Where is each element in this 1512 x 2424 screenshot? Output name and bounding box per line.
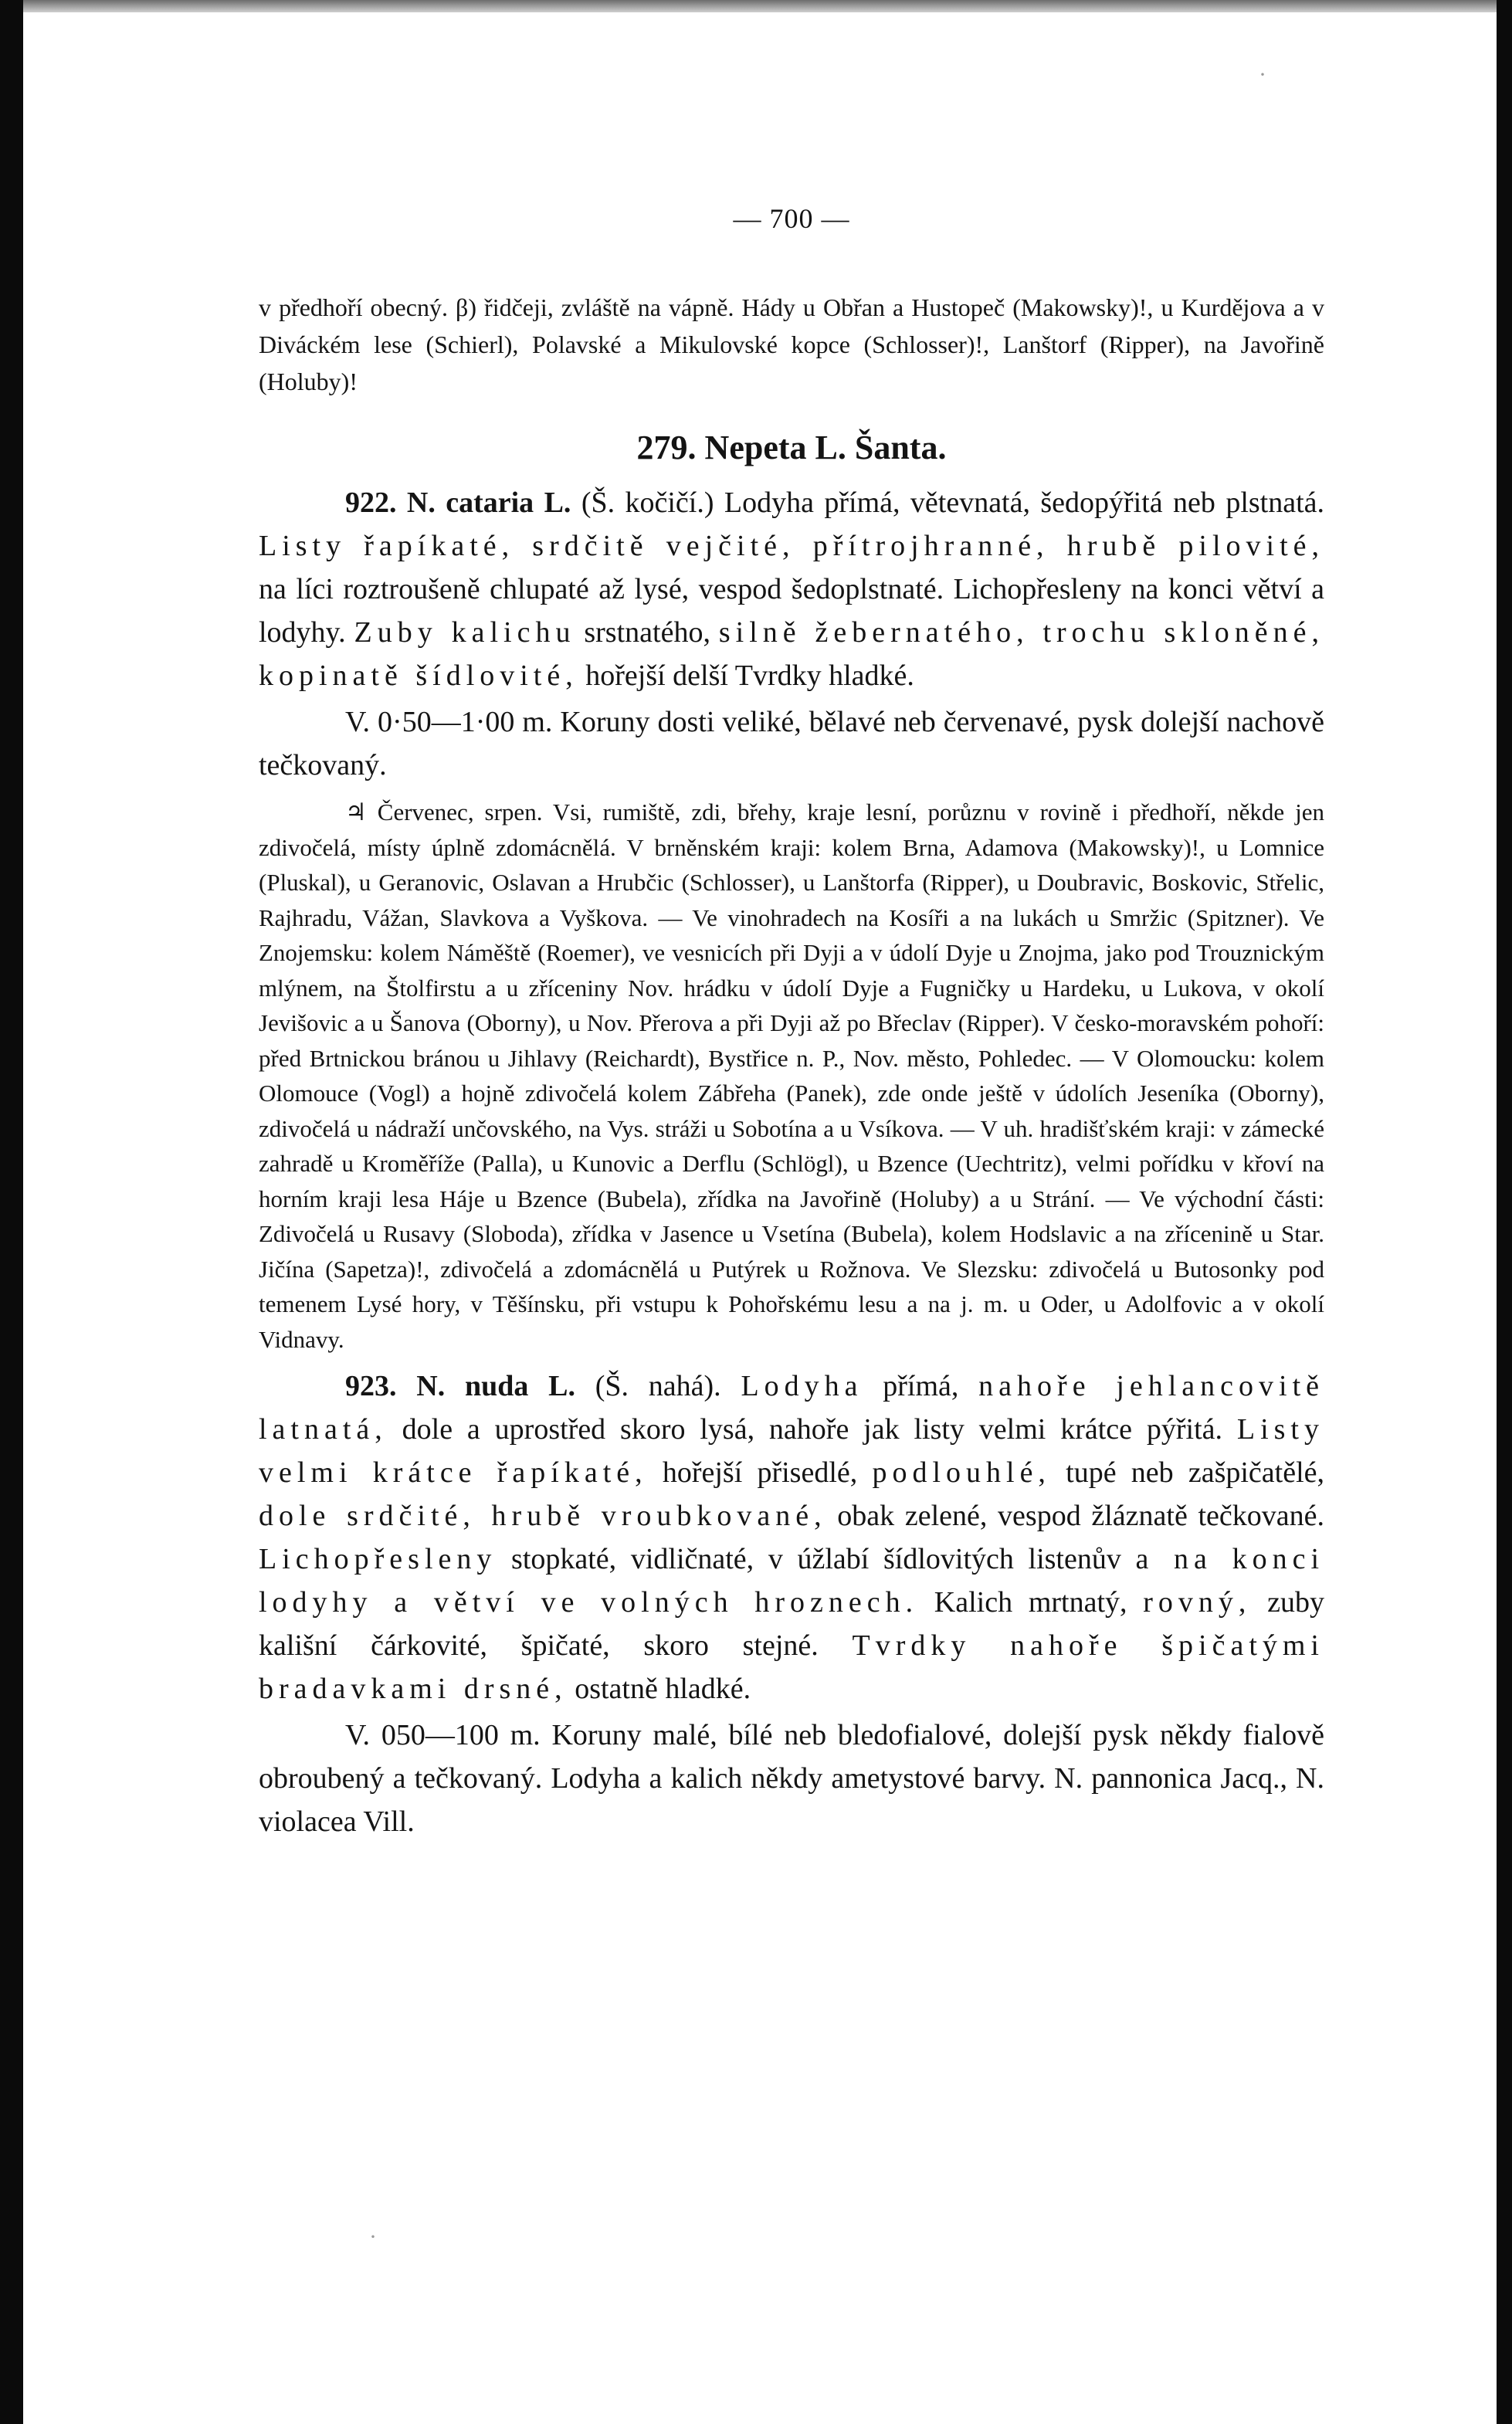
text-run: obak zelené, vespod žláznatě tečkované. [826, 1500, 1325, 1532]
text-run: Lodyha přímá, větevnatá, šedopýřitá neb plstnatá. [714, 486, 1325, 519]
species-923-common-name: (Š. nahá). [595, 1370, 721, 1402]
scan-edge-right [1497, 0, 1512, 2424]
text-run: zuby kališní čárkovité, špičaté, skoro stejné. [259, 1586, 1324, 1662]
spaced-text: silně žebernatého, trochu skloněné, kopinatě šídlovité, [259, 616, 1325, 692]
spaced-text: rovný, [1143, 1586, 1252, 1619]
spaced-text: a na konci lodyhy a větví ve volných hroznech. [259, 1543, 1325, 1619]
text-run: dole a uprostřed skoro lysá, nahoře jak listy velmi krátce pýřitá. [387, 1413, 1237, 1446]
spaced-text: Listy řapíkaté, srdčitě vejčité, přítrojhranné, hrubě pilovité, [259, 530, 1324, 562]
species-922-measure: V. 0·50—1·00 m. Koruny dosti veliké, bělavé neb červenavé, pysk dolejší nachově tečkovaný. [259, 706, 1324, 781]
species-923-description [259, 1365, 1324, 1710]
species-922-distribution: ♃ Červenec, srpen. Vsi, rumiště, zdi, břehy, kraje lesní, porůznu v rovině i předhoří, někde jen zdivočelá, místy úplně zdomácnělá. V brněnském kraji: kolem Brna, Adamova (Makowsky)!, u Lomnice (Pluskal), u Geranovic, Oslavan a Hrubčic (Schlosser), u Lanštorfa (Ripper), u Doubravic, Boskovic, Střelic, Rajhradu, Vážan, Slavkova a Vyškova. — Ve vinohradech na Kosíři a na lukách u Smržic (Spitzner). Ve Znojemsku: kolem Náměště (Roemer), ve vesnicích při Dyji a v údolí Dyje u Znojma, jako pod Trouznickým mlýnem, na Štolfirstu a u zříceniny Nov. hrádku v údolí Dyje a Fugničky u Hardeku, u Lukova, v okolí Jevišovic a u Šanova (Oborny), u Nov. Přerova a při Dyji až po Břeclav (Ripper). V česko-moravském pohoří: před Brtnickou bránou u Jihlavy (Reichardt), Bystřice n. P., Nov. město, Pohledec. — V Olomoucku: kolem Olomouce (Vogl) a hojně zdivočelá kolem Zábřeha (Panek), zde onde ještě v údolích Jeseníka (Oborny), zdivočelá u nádraží unčovského, na Vys. stráži u Sobotína a u Vsíkova. — V uh. hradišťském kraji: v zámecké zahradě u Kroměříže (Palla), u Kunovic a Derflu (Schlögl), u Bzence (Uechtritz), velmi pořídku v křoví na horním kraji lesa Háje u Bzence (Bubela), zřídka na Javořině (Holuby) a u Strání. — Ve východní části: Zdivočelá u Rusavy (Sloboda), zřídka v Jasence u Vsetína (Bubela), kolem Hodslavic a na zřícenině u Star. Jičína (Sapetza)!, zdivočelá a zdomácnělá u Putýrek u Rožnova. Ve Slezsku: zdivočelá u Butosonky pod temenem Lysé hory, v Těšínsku, při vstupu k Pohořskému lesu a na j. m. u Oder, u Adolfovic a v okolí Vidnavy. [259, 798, 1324, 1353]
spaced-text: nahoře jehlancovitě latnatá, [259, 1370, 1325, 1446]
scan-speck: · [369, 2224, 377, 2249]
scan-speck: · [1259, 62, 1266, 87]
spaced-text: Zuby kalichu [354, 616, 576, 649]
text-run: tupé neb zašpičatělé, [1050, 1456, 1324, 1489]
text-run: hořejší delší Tvrdky hladké. [578, 659, 914, 692]
page-number: — 700 — [733, 203, 850, 234]
species-922-common-name: (Š. kočičí.) [581, 486, 714, 519]
species-923-number: 923. N. nuda L. [345, 1370, 575, 1402]
text-run: přímá, [863, 1370, 979, 1402]
spaced-text: Lodyha [741, 1370, 863, 1402]
text-run: ostatně hladké. [567, 1673, 751, 1705]
page [259, 202, 1324, 1843]
spaced-text: dole srdčité, hrubě vroubkované, [259, 1500, 827, 1532]
intro-paragraph: v předhoří obecný. β) řidčeji, zvláště na vápně. Hády u Obřan a Hustopeč (Makowsky)!, u Kurdějova a v Diváckém lese (Schierl), Polavské a Mikulovské kopce (Schlosser)!, Lanštorf (Ripper), na Javořině (Holuby)! [259, 293, 1324, 395]
spaced-text: Lichopřesleny [259, 1543, 497, 1575]
text-run: Kalich mrtnatý, [918, 1586, 1144, 1619]
species-923-measure: V. 050—100 m. Koruny malé, bílé neb bledofialové, dolejší pysk někdy fialově obroubený a tečkovaný. Lodyha a kalich někdy ametystové barvy. N. pannonica Jacq., N. violacea Vill. [259, 1719, 1324, 1838]
spaced-text: Tvrdky nahoře špičatými bradavkami drsné, [259, 1629, 1324, 1705]
text-run: hořejší přisedlé, [647, 1456, 873, 1489]
spaced-text: podlouhlé, [872, 1456, 1051, 1489]
text-run: stopkaté, vidličnaté, v úžlabí šídlovitých listenův [497, 1543, 1136, 1575]
text-run: srstnatého, [575, 616, 719, 649]
scan-edge-top [23, 0, 1497, 12]
species-922-number: 922. N. cataria L. [345, 486, 571, 519]
text-run: na líci roztroušeně chlupaté až lysé, vespod šedoplstnaté. Lichopřesleny na konci větví a lodyhy. [259, 573, 1324, 649]
genus-heading: 279. Nepeta L. Šanta. [636, 429, 947, 466]
species-922-description [259, 481, 1324, 697]
spaced-text: Listy velmi krátce řapíkaté, [259, 1413, 1324, 1489]
scan-edge-left [0, 0, 23, 2424]
